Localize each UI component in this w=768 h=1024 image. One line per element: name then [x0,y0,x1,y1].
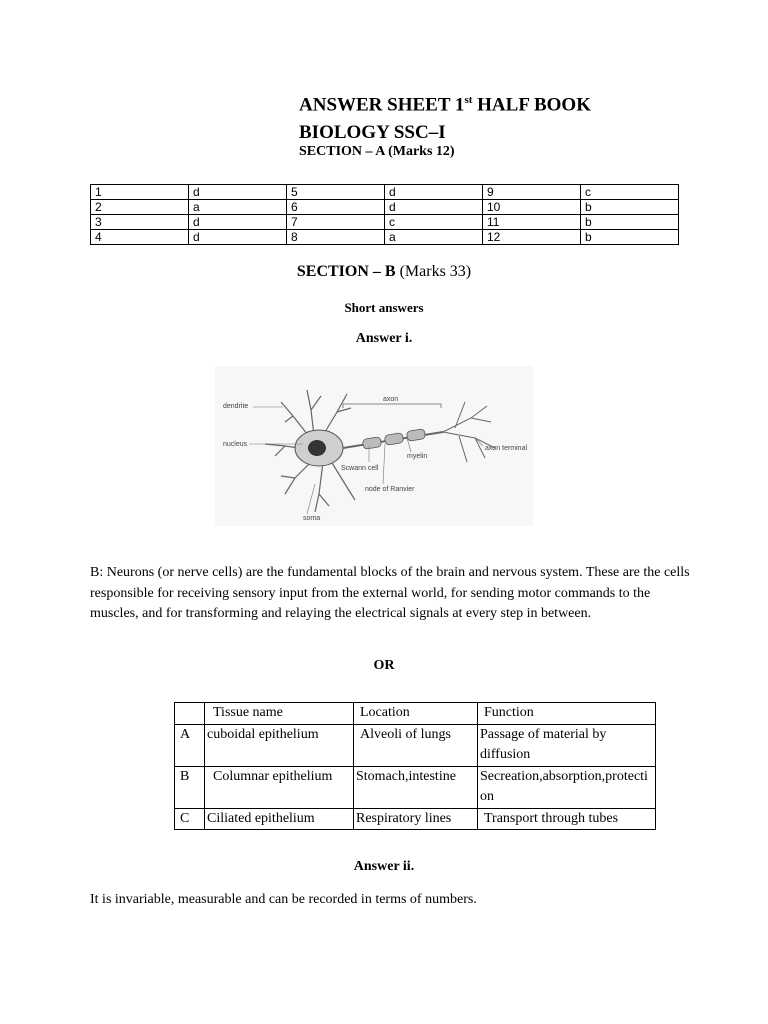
or-divider: OR [373,658,395,673]
table-cell: 12 [483,230,581,245]
table-cell: 5 [287,185,385,200]
table-cell: d [189,185,287,200]
table-cell: Alveoli of lungs [354,724,478,766]
table-row [91,185,679,200]
table-cell: Ciliated epithelium [205,808,354,830]
table-cell: a [189,200,287,215]
table-cell: 3 [91,215,189,230]
section-a-heading: SECTION – A (Marks 12) [299,144,455,159]
table-cell: a [385,230,483,245]
table-cell: d [189,230,287,245]
table-cell: 7 [287,215,385,230]
table-cell: b [581,230,679,245]
section-b-heading: SECTION – B (Marks 33) [296,263,472,280]
table-cell: d [189,215,287,230]
table-cell: Function [478,703,656,725]
table-cell: C [175,808,205,830]
table-header-row [175,703,656,725]
label-schwann-cell: Scwann cell [341,465,379,472]
table-cell: 9 [483,185,581,200]
table-cell [175,703,205,725]
table-row [91,215,679,230]
short-answers-heading: Short answers [344,300,424,315]
label-dendrite: dendrite [223,403,249,410]
label-myelin: myelin [407,453,428,460]
label-soma: soma [303,515,321,522]
table-cell: b [581,200,679,215]
table-cell: Columnar epithelium [205,766,354,808]
subject-title: BIOLOGY SSC–I [299,122,446,143]
label-nucleus: nucleus [223,441,248,448]
table-cell: c [581,185,679,200]
table-cell: Tissue name [205,703,354,725]
label-node-of-ranvier: node of Ranvier [365,486,415,493]
label-axon-terminal: axon terminal [485,445,528,452]
answer-ii-text: It is invariable, measurable and can be recorded in terms of numbers. [90,892,477,907]
table-cell: B [175,766,205,808]
table-cell: Stomach,intestine [354,766,478,808]
answer-i-heading: Answer i. [355,331,413,346]
table-row [175,766,656,808]
table-cell: 8 [287,230,385,245]
table-cell: Passage of material by diffusion [478,724,656,766]
mcq-answer-table [90,184,679,245]
table-cell: cuboidal epithelium [205,724,354,766]
neuron-description: B: Neurons (or nerve cells) are the fundamental blocks of the brain and nervous system. These are the cells responsible for receiving sensory input from the external world, for sending motor commands to the muscles, and for transforming and relaying the electrical signals at every step in between. [90,565,690,621]
table-row [91,230,679,245]
table-cell: 4 [91,230,189,245]
answer-ii-heading: Answer ii. [353,859,415,874]
table-cell: 10 [483,200,581,215]
table-cell: d [385,200,483,215]
table-cell: 2 [91,200,189,215]
table-row [175,724,656,766]
table-cell: b [581,215,679,230]
table-row [91,200,679,215]
table-cell: Location [354,703,478,725]
table-cell: c [385,215,483,230]
table-cell: Transport through tubes [478,808,656,830]
table-cell: 1 [91,185,189,200]
table-cell: 6 [287,200,385,215]
tissue-table [174,702,656,830]
neuron-illustration [215,366,533,526]
label-axon: axon [383,396,399,403]
table-cell: Secreation,absorption,protection [478,766,656,808]
neuron-diagram [215,366,533,526]
page-title: ANSWER SHEET 1st HALF BOOK [299,94,591,116]
table-cell: d [385,185,483,200]
table-cell: Respiratory lines [354,808,478,830]
table-cell: 11 [483,215,581,230]
table-cell: A [175,724,205,766]
table-row [175,808,656,830]
